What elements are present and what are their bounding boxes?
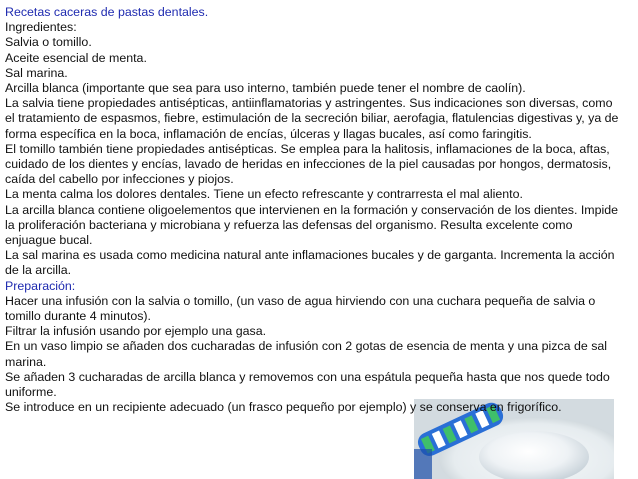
text-line: La sal marina es usada como medicina natural ante inflamaciones bucales y de garganta. Incrementa la acción (5, 248, 615, 263)
preparation-line: tomillo durante 4 minutos). (5, 309, 152, 324)
preparation-heading: Preparación: (5, 278, 76, 293)
text-line: de la arcilla. (5, 263, 72, 278)
recipe-document (5, 5, 633, 415)
preparation-line: Se introduce en un recipiente adecuado (un frasco pequeño por ejemplo) y se conserva en frigorífico. (5, 400, 562, 415)
text-line: Ingredientes: (5, 20, 77, 35)
text-line: Sal marina. (5, 65, 68, 80)
text-line: cuidado de los dientes y encías, lavado de heridas en infecciones de la piel causadas por hongos, dermatosis, (5, 157, 612, 172)
preparation-line: Se añaden 3 cucharadas de arcilla blanca y removemos con una espátula pequeña hasta que nos quede todo (5, 369, 610, 384)
text-line: Arcilla blanca (importante que sea para uso interno, también puede tener el nombre de caolín). (5, 81, 526, 96)
text-line: El tomillo también tiene propiedades antisépticas. Se emplea para la halitosis, inflamaciones de la boca, aftas, (5, 141, 610, 156)
text-line: Salvia o tomillo. (5, 35, 92, 50)
preparation-line: Filtrar la infusión usando por ejemplo una gasa. (5, 324, 267, 339)
text-line: La menta calma los dolores dentales. Tiene un efecto refrescante y contrarresta el mal aliento. (5, 187, 523, 202)
text-line: el tratamiento de espasmos, fiebre, estimulación de la secreción biliar, aerofagia, flatulencias digestivas y, ya de (5, 111, 619, 126)
text-line: La arcilla blanca contiene oligoelementos que intervienen en la formación y conservación de los dientes. Impide (5, 202, 619, 217)
text-line: Aceite esencial de menta. (5, 50, 147, 65)
preparation-line: uniforme. (5, 385, 57, 400)
text-line: forma específica en la boca, inflamación de encías, úlceras y llagas bucales, así como faringitis. (5, 126, 532, 141)
text-line: La salvia tiene propiedades antisépticas, antiinflamatorias y astringentes. Sus indicaciones son diversas, como (5, 96, 613, 111)
preparation-line: marina. (5, 354, 47, 369)
text-line: caída del cabello por infecciones y piojos. (5, 172, 234, 187)
text-line: la proliferación bacteriana y microbiana y refuerza las defensas del organismo. Resulta excelente como (5, 217, 573, 232)
preparation-line: Hacer una infusión con la salvia o tomillo, (un vaso de agua hirviendo con una cuchara pequeña de salvia o (5, 293, 596, 308)
text-line: enjuague bucal. (5, 233, 93, 248)
document-title: Recetas caceras de pastas dentales. (5, 5, 209, 19)
preparation-line: En un vaso limpio se añaden dos cucharadas de infusión con 2 gotas de esencia de menta y una pizca de sal (5, 339, 608, 354)
